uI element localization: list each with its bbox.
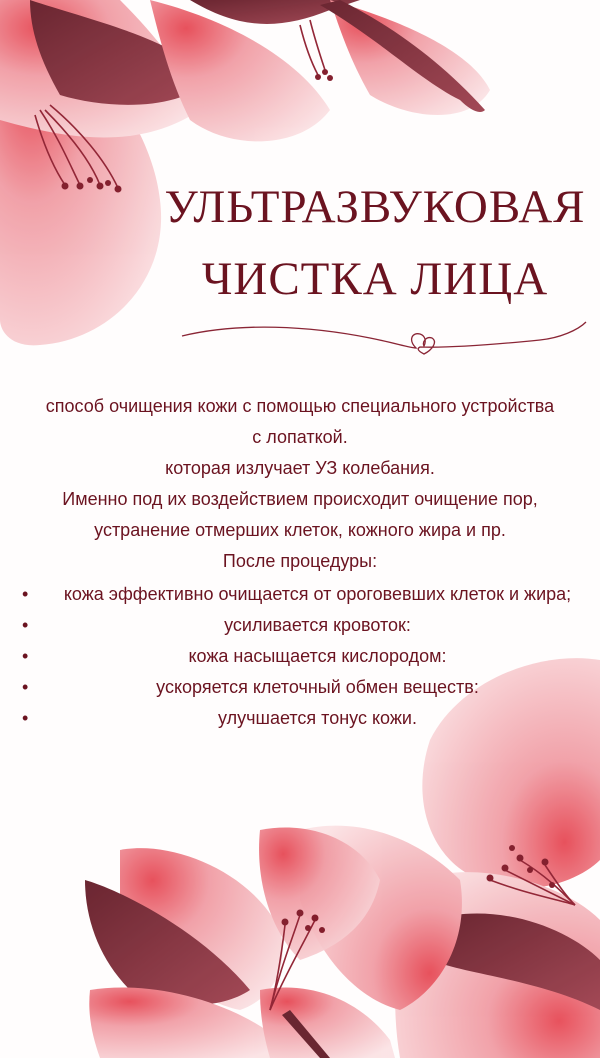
list-item (0, 579, 600, 610)
list-item-text: усиливается кровоток: (224, 615, 411, 635)
description-line-1: способ очищения кожи с помощью специального устройства (45, 396, 555, 416)
bullet-icon: • (22, 615, 29, 635)
bullet-icon: • (22, 677, 29, 697)
bullet-icon: • (22, 646, 29, 666)
list-item (0, 703, 600, 734)
list-item (0, 610, 600, 641)
heart-divider (180, 318, 590, 362)
list-item (0, 641, 600, 672)
list-item-text: кожа эффективно очищается от ороговевших клеток и жира; (63, 584, 572, 604)
description-line-4: Именно под их воздействием происходит очищение пор, (62, 489, 538, 509)
description-line-6: После процедуры: (222, 551, 378, 571)
benefits-list (0, 579, 600, 734)
list-item (0, 672, 600, 703)
title-line-1: УЛЬТРАЗВУКОВАЯ (164, 181, 586, 233)
list-item-text: ускоряется клеточный обмен веществ: (156, 677, 479, 697)
description-line-2: с лопаткой. (252, 427, 348, 447)
list-item-text: кожа насыщается кислородом: (188, 646, 447, 666)
bullet-icon: • (22, 584, 29, 604)
list-item-text: улучшается тонус кожи. (218, 708, 417, 728)
bullet-icon: • (22, 708, 29, 728)
title-line-2: ЧИСТКА ЛИЦА (201, 253, 549, 305)
description-line-5: устранение отмерших клеток, кожного жира и пр. (94, 520, 506, 540)
description-line-3: которая излучает УЗ колебания. (165, 458, 435, 478)
